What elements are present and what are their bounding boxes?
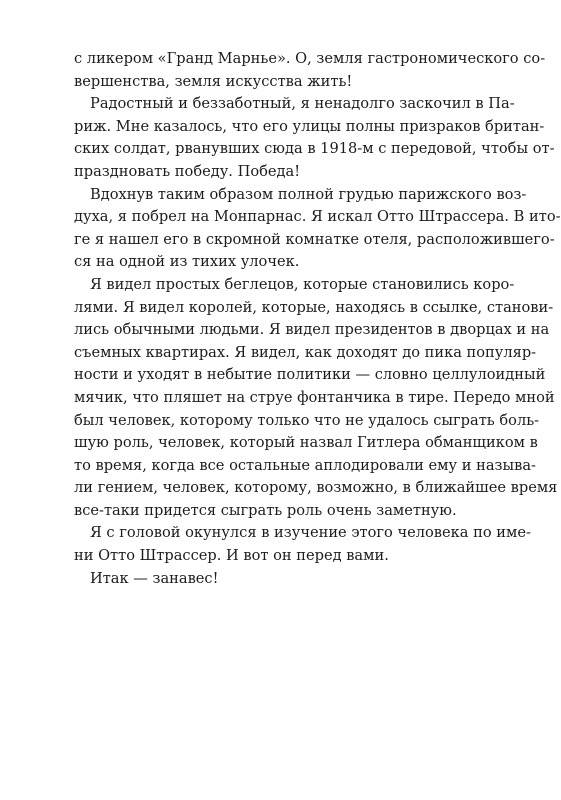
text-line: Итак — занавес!: [90, 569, 219, 587]
text-line: с ликером «Гранд Марнье». О, земля гастрономического со-: [74, 50, 546, 67]
paragraph: [74, 48, 546, 93]
text-line: то время, когда все остальные аплодировали ему и называ-: [74, 456, 536, 474]
paragraph: [74, 568, 442, 591]
text-line: лись обычными людьми. Я видел президентов в дворцах и на: [74, 321, 550, 339]
text-line: ге я нашел его в скромной комнатке отеля, расположившего-: [74, 230, 555, 248]
text-line: ни Отто Штрассер. И вот он перед вами.: [74, 547, 389, 565]
text-line: духа, я побрел на Монпарнас. Я искал Отто Штрассера. В ито-: [74, 208, 561, 226]
text-line: ности и уходят в небытие политики — словно целлулоидный: [74, 366, 546, 384]
text-line: Вдохнув таким образом полной грудью парижского воз-: [90, 185, 527, 203]
text-line: мячик, что пляшет на струе фонтанчика в тире. Передо мной: [74, 388, 555, 406]
paragraph: [74, 184, 561, 274]
text-line: был человек, которому только что не удалось сыграть боль-: [74, 411, 540, 429]
paragraph: [74, 522, 531, 567]
text-line: шую роль, человек, который назвал Гитлера обманщиком в: [74, 434, 538, 452]
page-text: [74, 48, 561, 590]
text-line: вершенства, земля искусства жить!: [74, 72, 353, 90]
text-line: Я видел простых беглецов, которые становились коро-: [90, 275, 515, 293]
paragraph: [74, 274, 558, 523]
text-line: Радостный и беззаботный, я ненадолго заскочил в Па-: [90, 95, 515, 113]
text-line: Я с головой окунулся в изучение этого человека по име-: [90, 524, 531, 542]
text-line: съемных квартирах. Я видел, как доходят до пика популяр-: [74, 343, 537, 361]
text-line: риж. Мне казалось, что его улицы полны призраков британ-: [74, 117, 545, 135]
text-line: ских солдат, рванувших сюда в 1918-м с передовой, чтобы от-: [74, 140, 555, 158]
paragraph: [74, 93, 555, 183]
text-line: праздновать победу. Победа!: [74, 162, 301, 180]
text-line: все-таки придется сыграть роль очень заметную.: [74, 501, 457, 519]
text-line: лями. Я видел королей, которые, находясь в ссылке, станови-: [74, 298, 554, 316]
text-line: ся на одной из тихих улочек.: [74, 253, 300, 271]
text-line: ли гением, человек, которому, возможно, в ближайшее время: [74, 479, 558, 497]
